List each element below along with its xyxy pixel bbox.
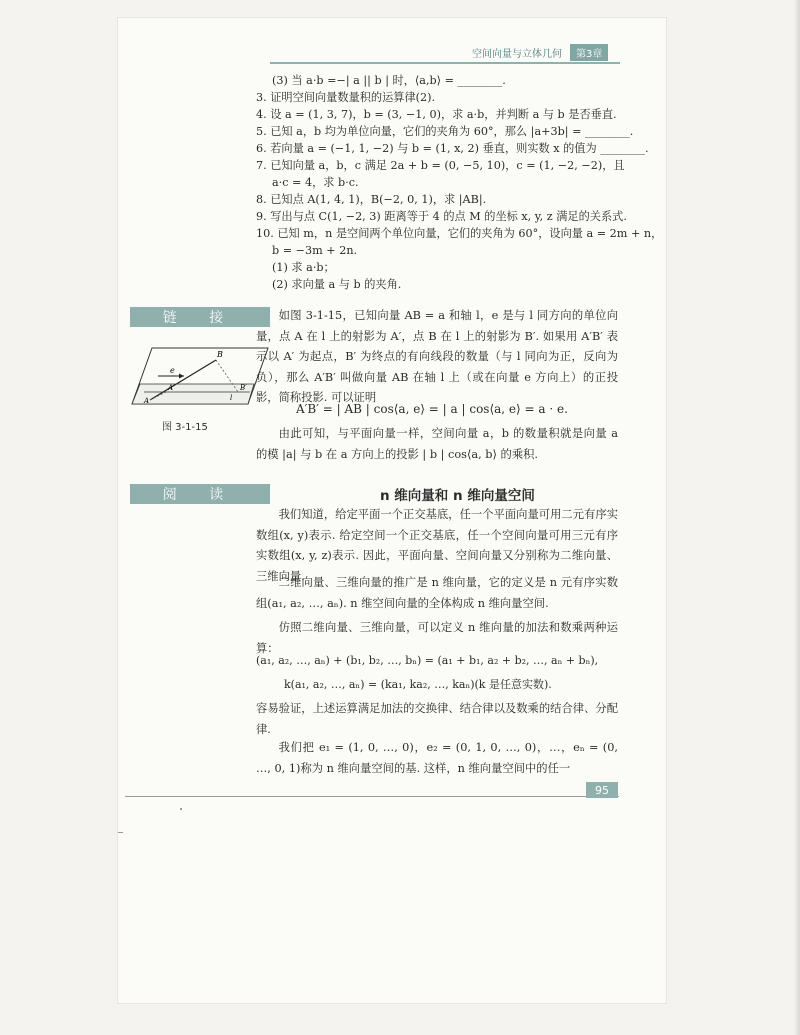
footer-rule <box>125 796 619 797</box>
scan-speck <box>118 832 123 833</box>
projection-figure <box>130 346 270 406</box>
figure-label: A <box>144 397 150 405</box>
exercise-line: (2) 求向量 a 与 b 的夹角. <box>272 278 402 291</box>
figure-label: B <box>217 350 223 359</box>
exercise-line: (1) 求 a·b； <box>272 261 335 274</box>
link-paragraph-2: 由此可知，与平面向量一样，空间向量 a，b 的数量积就是向量 a 的模 |a| 与 b 在 a 方向上的投影 | b | cos⟨a, b⟩ 的乘积. <box>256 427 618 461</box>
link-section-label: 链 接 <box>130 307 270 327</box>
exercise-line: 3. 证明空间向量数量积的运算律(2). <box>256 91 436 104</box>
figure-label: l <box>230 394 233 402</box>
exercise-line: 4. 设 a = (1, 3, 7)，b = (3, −1, 0)，求 a·b，并判断 a 与 b 是否垂直. <box>256 108 617 121</box>
addition-formula: (a₁, a₂, …, aₙ) + (b₁, b₂, …, bₙ) = (a₁ + b₁, a₂ + b₂, …, aₙ + bₙ), <box>256 654 599 667</box>
exercise-line: 7. 已知向量 a，b，c 满足 2a + b = (0, −5, 10)，c = (1, −2, −2)，且 <box>256 159 625 172</box>
reading-paragraph-5: 我们把 e₁ = (1, 0, …, 0)，e₂ = (0, 1, 0, …, 0)，…，eₙ = (0, …, 0, 1)称为 n 维向量空间的基. 这样，n 维向量空间中的任一 <box>256 741 618 775</box>
exercise-line: 5. 已知 a，b 均为单位向量，它们的夹角为 60°，那么 |a+3b| = ________. <box>256 125 634 138</box>
exercise-line: 9. 写出与点 C(1, −2, 3) 距离等于 4 的点 M 的坐标 x, y, z 满足的关系式. <box>256 210 627 223</box>
projection-formula: A′B′ = | AB | cos⟨a, e⟩ = | a | cos⟨a, e⟩ = a · e. <box>296 402 568 416</box>
reading-title: n 维向量和 n 维向量空间 <box>380 488 535 504</box>
reading-paragraph-2: 二维向量、三维向量的推广是 n 维向量，它的定义是 n 元有序实数组(a₁, a₂, …, aₙ). n 维空间向量的全体构成 n 维向量空间. <box>256 576 618 610</box>
scalar-formula: k(a₁, a₂, …, aₙ) = (ka₁, ka₂, …, kaₙ)(k 是任意实数). <box>284 678 552 691</box>
header-title: 空间向量与立体几何 <box>472 48 562 60</box>
reading-paragraph-1: 我们知道，给定平面一个正交基底，任一个平面向量可用二元有序实数组(x, y)表示. 给定空间一个正交基底，任一个空间向量可用三元有序实数组(x, y, z)表示. 因此，平面向量、空间向量又分别称为二维向量、三维向量. <box>256 508 618 583</box>
page-number: 95 <box>586 782 618 798</box>
reading-paragraph-3: 仿照二维向量、三维向量，可以定义 n 维向量的加法和数乘两种运算： <box>256 621 618 655</box>
reading-paragraph-4: 容易验证，上述运算满足加法的交换律、结合律以及数乘的结合律、分配律. <box>256 702 618 736</box>
figure-label: e <box>170 366 175 375</box>
exercise-line: 6. 若向量 a = (−1, 1, −2) 与 b = (1, x, 2) 垂直，则实数 x 的值为 ________. <box>256 142 649 155</box>
figure-label: A′ <box>168 384 175 392</box>
reading-section-label: 阅 读 <box>130 484 270 504</box>
header-rule <box>270 62 620 64</box>
running-header <box>472 44 608 60</box>
link-paragraph-1: 如图 3-1-15，已知向量 AB = a 和轴 l，e 是与 l 同方向的单位向量，点 A 在 l 上的射影为 A′，点 B 在 l 上的射影为 B′. 如果用 A′B′ 表示以 A′ 为起点，B′ 为终点的有向线段的数量（与 l 同向为正，反向为负），那么 A′B′ 叫做向量 AB 在轴 l 上（或在向量 e 方向上）的正投影，简称投影. 可以证明 <box>256 309 618 404</box>
page-edge-shadow <box>794 0 800 1035</box>
figure-label: B′ <box>240 384 247 392</box>
figure-caption: 图 3-1-15 <box>162 422 208 433</box>
exercise-line: b = −3m + 2n. <box>272 244 358 257</box>
chapter-badge: 第3章 <box>570 44 608 61</box>
exercise-line: 10. 已知 m，n 是空间两个单位向量，它们的夹角为 60°，设向量 a = 2m + n， <box>256 227 663 240</box>
exercise-line: (3) 当 a·b =−| a || b | 时，⟨a,b⟩ = ________. <box>272 74 506 87</box>
exercise-line: 8. 已知点 A(1, 4, 1)，B(−2, 0, 1)，求 |AB|. <box>256 193 487 206</box>
exercise-line: a·c = 4，求 b·c. <box>272 176 359 189</box>
scan-speck <box>180 808 182 810</box>
